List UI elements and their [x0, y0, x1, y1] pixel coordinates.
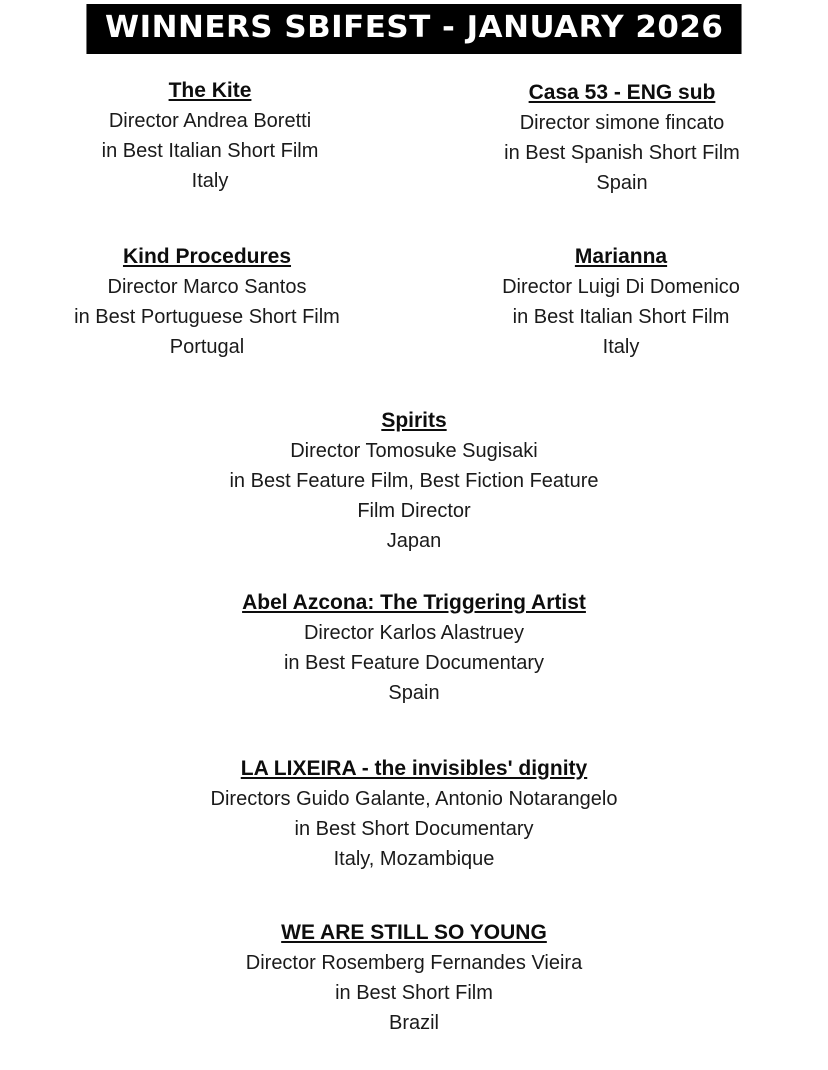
winner-director: Director Andrea Boretti: [108, 110, 312, 132]
winner-title: Kind Procedures: [122, 245, 292, 268]
winner-country: Spain: [596, 172, 648, 194]
banner-container: [0, 0, 828, 54]
winner-entry-casa-53: [416, 76, 828, 198]
winners-row-1: [0, 76, 828, 198]
winner-category-continued: Film Director: [357, 500, 471, 522]
winner-category: in Best Italian Short Film: [101, 140, 319, 162]
winner-category: in Best Portuguese Short Film: [74, 306, 340, 328]
winner-director: Director Tomosuke Sugisaki: [290, 440, 538, 462]
winner-entry-abel-azcona: [0, 588, 828, 708]
winner-entry-kind-procedures: [0, 242, 414, 362]
winner-director: Director Marco Santos: [107, 276, 307, 298]
winner-category: in Best Feature Documentary: [283, 652, 545, 674]
page-title: WINNERS SBIFEST - JANUARY 2026: [86, 4, 742, 54]
winner-entry-la-lixeira: [0, 754, 828, 874]
winner-director: Director Karlos Alastruey: [303, 622, 525, 644]
winner-category: in Best Short Documentary: [294, 818, 534, 840]
winner-category: in Best Spanish Short Film: [504, 142, 740, 164]
winner-director: Director Rosemberg Fernandes Vieira: [245, 952, 583, 974]
winner-entry-we-are-still-so-young: [0, 918, 828, 1038]
winner-country: Brazil: [388, 1012, 439, 1034]
winner-title: WE ARE STILL SO YOUNG: [281, 921, 547, 944]
winner-country: Italy: [602, 336, 640, 358]
winner-title: Marianna: [574, 245, 668, 268]
winner-country: Japan: [386, 530, 442, 552]
winner-country: Italy: [191, 170, 229, 192]
winner-category: in Best Short Film: [335, 982, 493, 1004]
winner-director: Director Luigi Di Domenico: [502, 276, 740, 298]
winner-title: Abel Azcona: The Triggering Artist: [242, 591, 586, 614]
winner-category: in Best Feature Film, Best Fiction Feature: [229, 470, 599, 492]
winner-title: Casa 53 - ENG sub: [528, 81, 716, 104]
winner-country: Italy, Mozambique: [333, 848, 495, 870]
winner-title: Spirits: [381, 409, 447, 432]
winner-category: in Best Italian Short Film: [512, 306, 730, 328]
winner-director: Directors Guido Galante, Antonio Notarangelo: [210, 788, 618, 810]
winner-entry-spirits: [0, 406, 828, 556]
winner-entry-marianna: [414, 242, 828, 362]
winner-title: LA LIXEIRA - the invisibles' dignity: [240, 757, 588, 780]
winner-director: Director simone fincato: [519, 112, 725, 134]
winner-country: Portugal: [169, 336, 245, 358]
winners-row-2: [0, 242, 828, 362]
winner-country: Spain: [388, 682, 440, 704]
winner-title: The Kite: [168, 79, 252, 102]
winner-entry-the-kite: [0, 76, 416, 198]
